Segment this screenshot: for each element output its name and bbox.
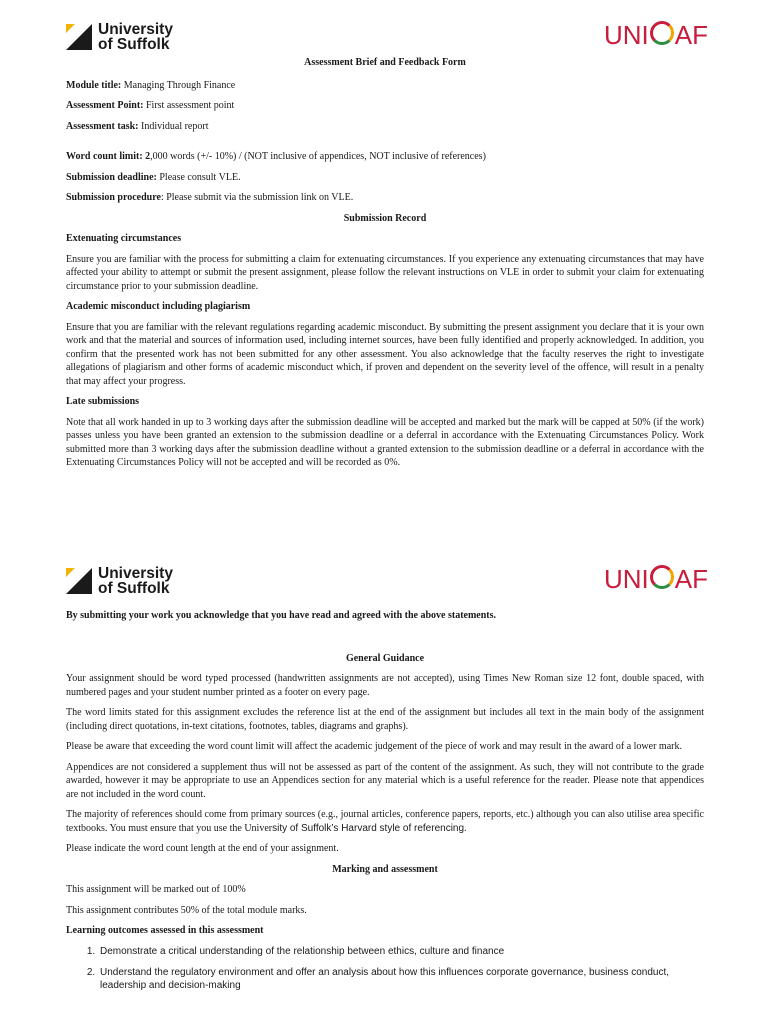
marking-heading: Marking and assessment (332, 863, 438, 875)
procedure-line (66, 191, 704, 205)
unicaf-c-icon (650, 565, 674, 589)
document-page-2 (0, 540, 768, 1024)
misconduct-heading: Academic misconduct including plagiarism (66, 301, 251, 312)
suffolk-logo-line2: of Suffolk (98, 36, 170, 53)
form-title: Assessment Brief and Feedback Form (304, 57, 466, 68)
deadline-value: Please consult VLE. (156, 171, 241, 183)
assessment-task-line (66, 120, 704, 134)
guidance-p5-start: The majority of references should come from primary sources (e.g., journal articles, conference papers, reports, etc.) although you can also utilise area specific textbooks. You must ensure that you use the Univer (66, 809, 704, 834)
guidance-paragraph-6: Please indicate the word count length at the end of your assignment. (66, 843, 339, 854)
word-count-line (66, 150, 704, 164)
university-of-suffolk-logo (66, 566, 173, 596)
learning-outcome-item: 1. Demonstrate a critical understanding of the relationship between ethics, culture and finance (98, 945, 704, 958)
outcomes-heading: Learning outcomes assessed in this assessment (66, 925, 264, 936)
submission-record-heading: Submission Record (343, 212, 427, 224)
assessment-task-value: Individual report (138, 120, 209, 132)
assessment-point-label: Assessment Point: (66, 100, 144, 111)
marking-paragraph-1: This assignment will be marked out of 100% (66, 884, 246, 895)
guidance-paragraph-1: Your assignment should be word typed processed (handwritten assignments are not accepted), using Times New Roman size 12 font, double spaced, with numbered pages and your student number printed as a footer on every page. (66, 673, 704, 698)
procedure-value: : Please submit via the submission link on VLE. (160, 192, 354, 203)
harvard-style-text: sity of Suffolk’s Harvard style of referencing (272, 822, 465, 834)
suffolk-logo-icon (66, 24, 92, 50)
guidance-paragraph-5 (66, 808, 704, 835)
suffolk-logo-icon (66, 568, 92, 594)
guidance-p5-end: . (464, 822, 467, 834)
word-count-label: Word count limit: 2 (66, 151, 151, 162)
procedure-label: Submission procedure (66, 192, 161, 203)
guidance-paragraph-2: The word limits stated for this assignment excludes the reference list at the end of the assignment but includes all text in the main body of the assignment (including direct quotations, in-text citations, footnotes, tables, diagrams and graphs). (66, 707, 704, 732)
suffolk-logo-line1: University (98, 21, 173, 38)
assessment-point-line (66, 99, 704, 113)
unicaf-logo-left: UNI (604, 20, 649, 50)
suffolk-logo-line1: University (98, 565, 173, 582)
marking-paragraph-2: This assignment contributes 50% of the total module marks. (66, 904, 307, 916)
guidance-paragraph-3: Please be aware that exceeding the word count limit will affect the academic judgement of the piece of work and may result in the award of a lower mark. (66, 741, 682, 752)
learning-outcome-item: 2. Understand the regulatory environment and offer an analysis about how this influences corporate governance, business conduct, leadership and decision-making (98, 966, 704, 992)
module-title-line (66, 79, 704, 93)
unicaf-logo-right: AF (674, 20, 709, 50)
unicaf-logo (604, 20, 708, 51)
assessment-point-value: First assessment point (143, 100, 235, 111)
extenuating-text: Ensure you are familiar with the process for submitting a claim for extenuating circumstances. If you experience any extenuating circumstances that may have affected your ability to attempt or submit the present assignment, please follow the relevant instructions on VLE in order to submit your claim for extenuating circumstance prior to your submission deadline. (66, 253, 704, 292)
unicaf-logo-right: AF (674, 564, 709, 594)
guidance-paragraph-4: Appendices are not considered a supplement thus will not be assessed as part of the content of the assignment. As such, they will not contribute to the grade awarded, however it may be appropriate to use an Appendices section for any material which is a useful reference for the reader. Please note that appendices are not included in the word count. (66, 761, 704, 800)
misconduct-text: Ensure that you are familiar with the relevant regulations regarding academic misconduct. By submitting the present assignment you declare that it is your own work and that the material and sources of information used, including internet sources, have been fully identified and properly acknowledged. In addition, you confirm that the presented work has not been submitted for any other assessment. You also acknowledge that the faculty reserves the right to investigate allegations of plagiarism and other forms of academic misconduct which, if proven and dependent on the severity level of the offence, will result in a penalty that may affect your progress. (66, 321, 704, 387)
learning-outcomes-list (66, 945, 704, 992)
deadline-label: Submission deadline: (66, 171, 157, 183)
module-title-label: Module title: (66, 79, 122, 91)
late-heading: Late submissions (66, 396, 140, 407)
assessment-task-label: Assessment task: (66, 120, 139, 132)
general-guidance-heading: General Guidance (345, 652, 425, 664)
acknowledge-statement: By submitting your work you acknowledge that you have read and agreed with the above statements. (66, 610, 497, 621)
late-text: Note that all work handed in up to 3 working days after the submission deadline will be accepted and marked but the mark will be capped at 50% (if the work) passes unless you have been granted an extension to the submission deadline or a deferral in accordance with the Extenuating Circumstances Policy. Work submitted more than 3 working days after the submission deadline without a granted extension to the submission deadline or a deferral in accordance with the Extenuating Circumstances Policy will not be accepted and will be recorded as 0%. (66, 416, 704, 468)
university-of-suffolk-logo (66, 22, 173, 52)
word-count-value: ,000 words (+/- 10%) / (NOT inclusive of appendices, NOT inclusive of references) (150, 151, 486, 162)
unicaf-logo-left: UNI (604, 564, 649, 594)
suffolk-logo-line2: of Suffolk (98, 580, 170, 597)
extenuating-heading: Extenuating circumstances (66, 233, 182, 244)
unicaf-c-icon (650, 21, 674, 45)
deadline-line (66, 171, 704, 185)
unicaf-logo (604, 564, 708, 595)
module-title-value: Managing Through Finance (121, 79, 236, 91)
